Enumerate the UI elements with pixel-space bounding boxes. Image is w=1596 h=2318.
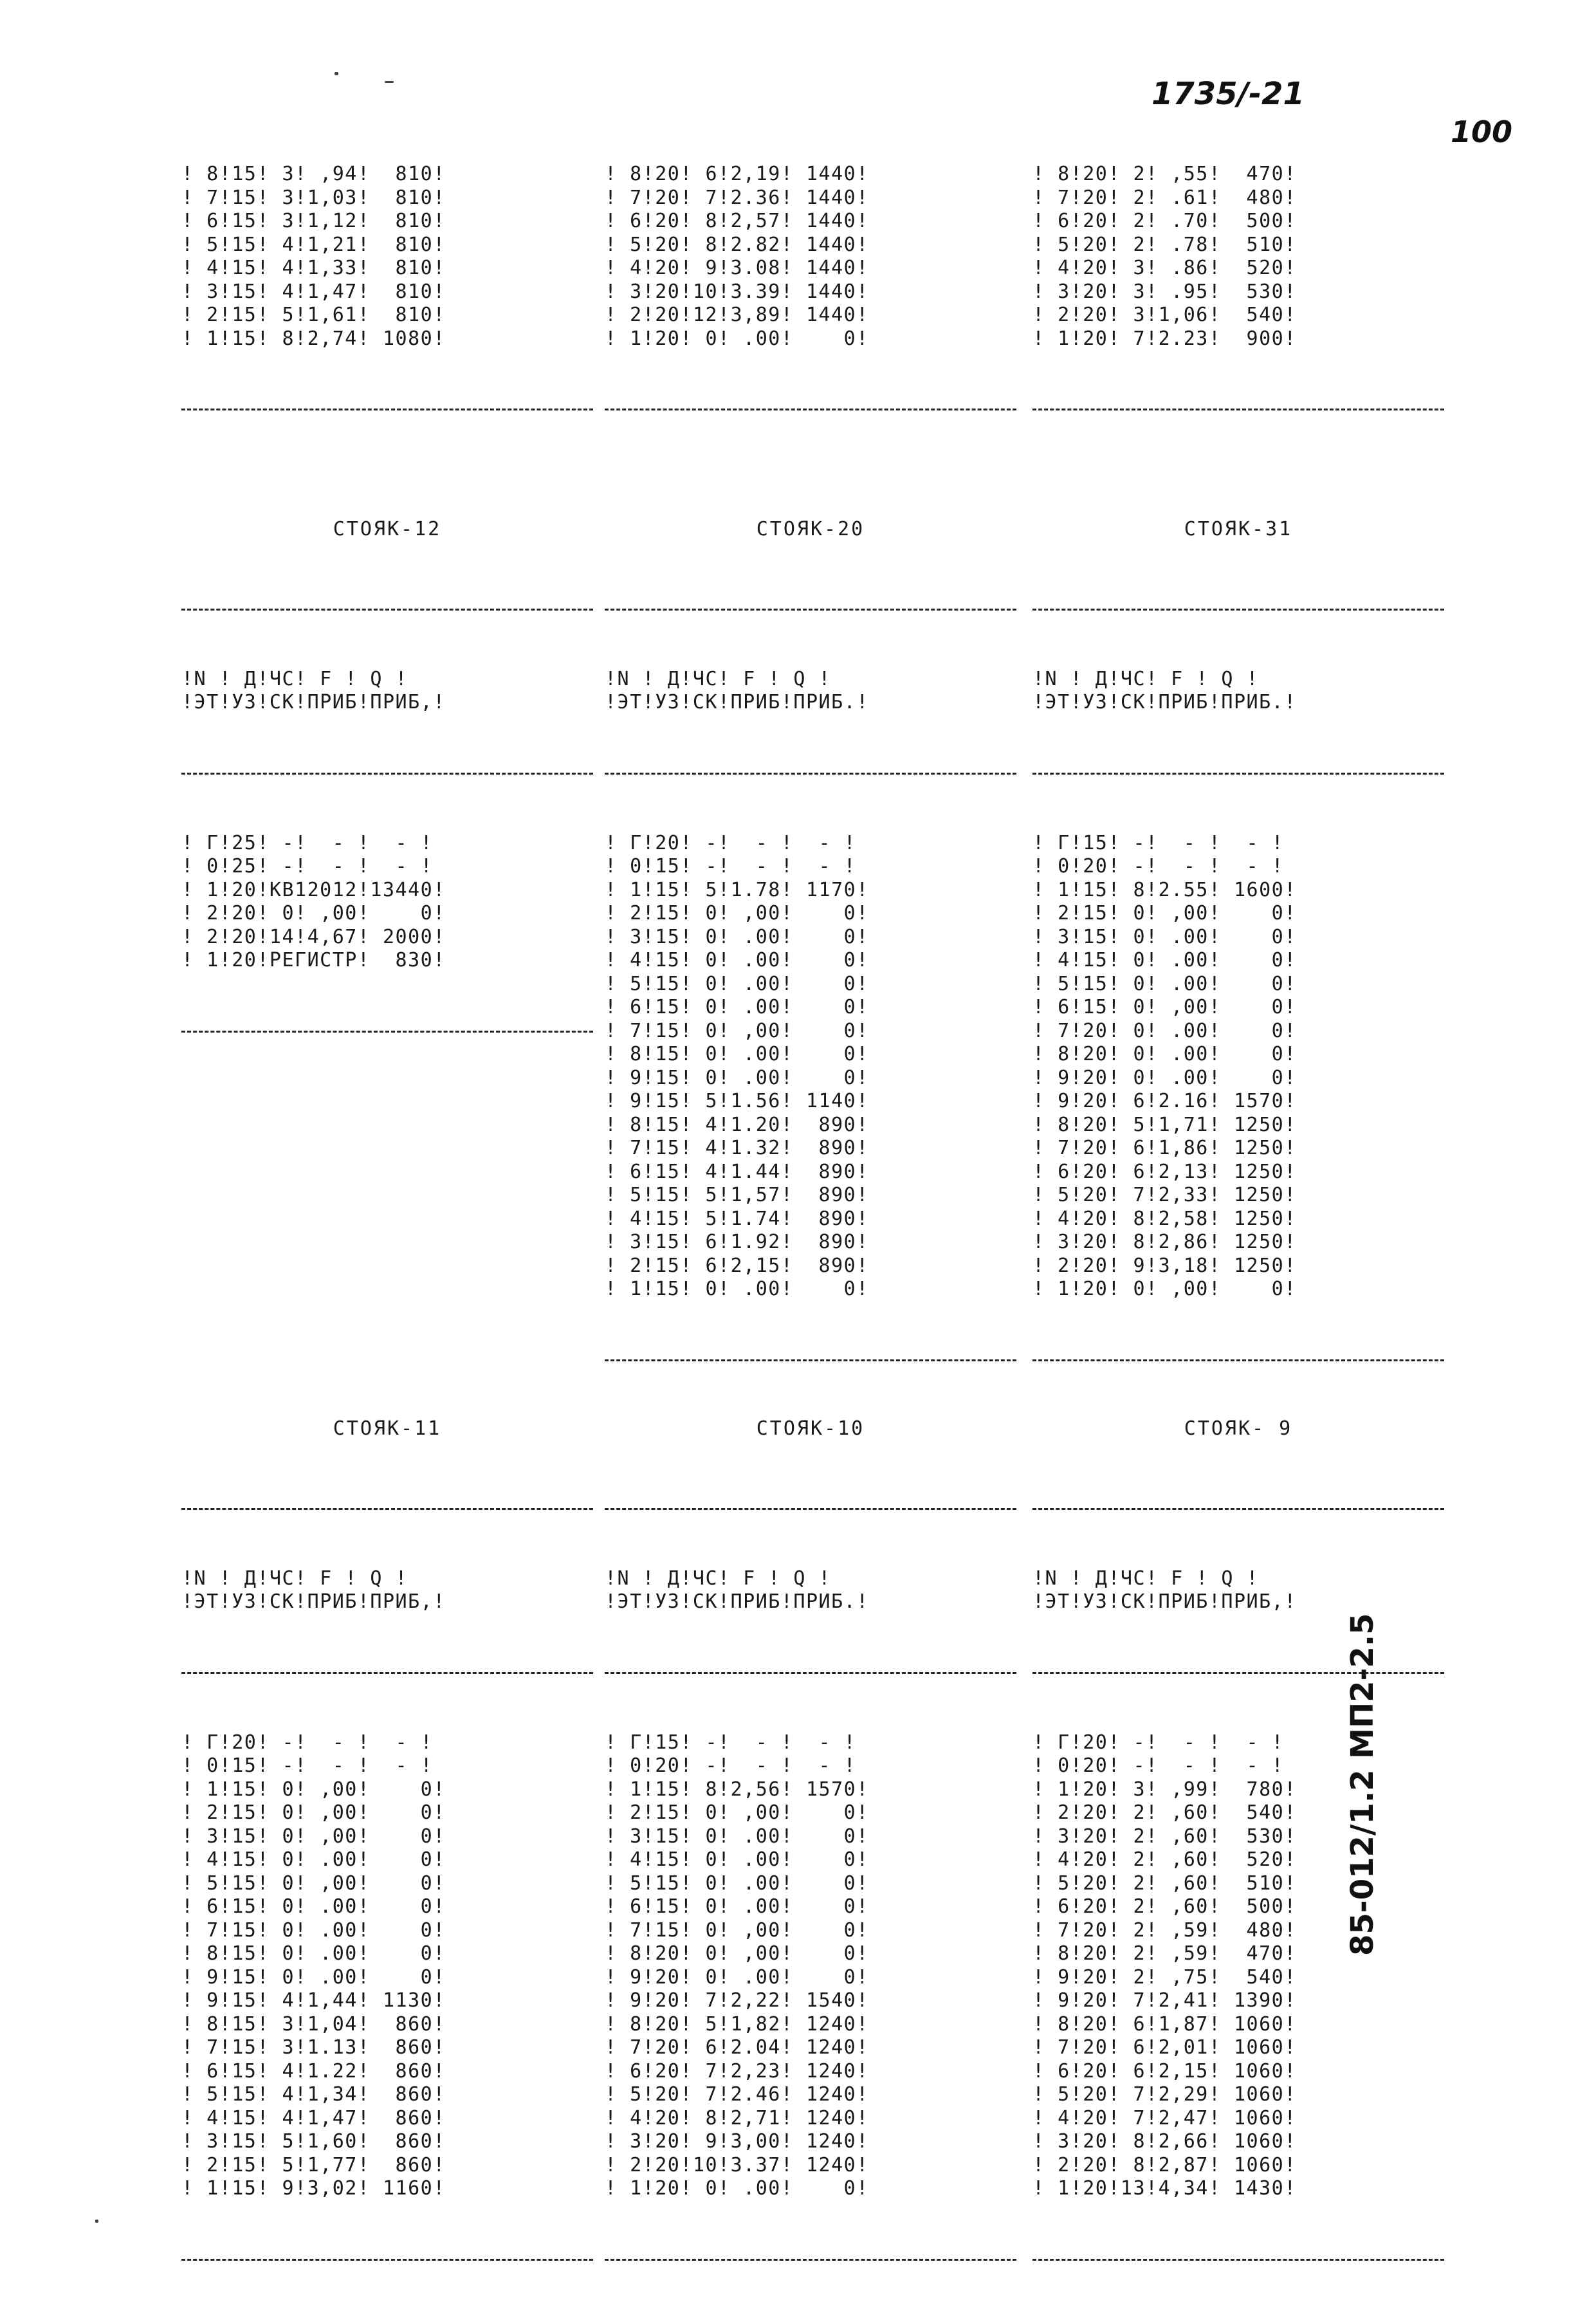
table-row: ! 1!15! 0! ,00! 0! (181, 1778, 446, 1801)
table-title: СТОЯК-11 (333, 1417, 442, 1440)
table-row: ! 2!15! 5!1,61! 810! (181, 304, 446, 326)
bottom-rule (605, 398, 1016, 421)
table-row: ! 9!20! 0! .00! 0! (1032, 1066, 1297, 1089)
table-row: ! 8!15! 3!1,04! 860! (181, 2012, 446, 2036)
table-header (605, 1567, 1016, 1614)
table-row: ! 4!20! 8!2,71! 1240! (605, 2106, 869, 2129)
table-stoyak-12 (181, 471, 593, 1090)
table-row: ! 4!20! 9!3.08! 1440! (605, 257, 869, 279)
table-row: ! 5!20! 7!2,29! 1060! (1032, 2083, 1297, 2106)
table-row: ! 5!15! 0! ,00! 0! (181, 1872, 446, 1895)
table-row: ! 7!20! 0! .00! 0! (1032, 1019, 1297, 1042)
table-row: ! 4!15! 4!1,33! 810! (181, 257, 446, 279)
scan-speck (335, 72, 338, 75)
table-row: ! 8!20! 2! ,55! 470! (1032, 163, 1297, 185)
table-row: ! 9!15! 0! .00! 0! (181, 1965, 446, 1989)
table-body (181, 1731, 593, 2201)
table-row: ! 9!20! 0! .00! 0! (605, 1965, 869, 1989)
bottom-rule (605, 1348, 1016, 1372)
table-row: ! 8!15! 3! ,94! 810! (181, 163, 446, 185)
table-row: ! 2!15! 5!1,77! 860! (181, 2153, 446, 2176)
table-row: ! 5!20! 7!2.46! 1240! (605, 2083, 869, 2106)
table-title: СТОЯК-10 (756, 1417, 865, 1440)
table-row: ! 6!15! 0! .00! 0! (605, 996, 869, 1018)
table-row: ! 2!15! 0! ,00! 0! (605, 1801, 869, 1824)
table-row: ! 3!15! 4!1,47! 810! (181, 280, 446, 303)
table-body (605, 1731, 1016, 2201)
header-line: !N ! Д!ЧС! F ! Q ! (605, 667, 832, 690)
table-row: ! 2!20!14!4,67! 2000! (181, 925, 446, 948)
table-stoyak-11 (181, 1370, 593, 2318)
table-row: ! 2!15! 0! ,00! 0! (181, 1801, 446, 1824)
table-row: ! 0!20! -! - ! - ! (1032, 855, 1285, 878)
table-title: СТОЯК-31 (1184, 518, 1293, 540)
top-rule (1032, 598, 1444, 621)
table-stoyak-31 (1032, 471, 1444, 1419)
header-rule (181, 762, 593, 785)
table-row: ! 1!20! 0! ,00! 0! (1032, 1278, 1297, 1300)
table-row: ! 3!20! 9!3,00! 1240! (605, 2130, 869, 2153)
table-row: ! 1!15! 8!2.55! 1600! (1032, 878, 1297, 901)
table-row: ! 6!15! 0! .00! 0! (605, 1895, 869, 1918)
table-row: ! 4!20! 8!2,58! 1250! (1032, 1207, 1297, 1230)
table-row: ! 2!20!12!3,89! 1440! (605, 304, 869, 326)
table-row: ! 5!15! 0! .00! 0! (605, 972, 869, 995)
top-rule (605, 1497, 1016, 1520)
header-line: !ЭТ!УЗ!СК!ПРИБ!ПРИБ,! (1032, 1590, 1297, 1613)
table-row: ! 9!20! 7!2,22! 1540! (605, 1989, 869, 2012)
table-row: ! 5!15! 0! .00! 0! (1032, 972, 1297, 995)
table-row: ! 6!20! 8!2,57! 1440! (605, 210, 869, 232)
table-row: ! 1!20!13!4,34! 1430! (1032, 2177, 1297, 2200)
table-row: ! 2!20!10!3.37! 1240! (605, 2153, 869, 2176)
table-body (1032, 832, 1444, 1302)
table-row: ! 2!20! 8!2,87! 1060! (1032, 2153, 1297, 2176)
bottom-rule (181, 398, 593, 421)
table-row: ! 6!15! 3!1,12! 810! (181, 210, 446, 232)
table-row: ! 3!15! 0! .00! 0! (605, 925, 869, 948)
handwritten-doc-code: 85-012/1.2 МП2-2.5 (1344, 1613, 1380, 1956)
table-stoyak-10 (605, 1370, 1016, 2318)
bottom-rule (605, 2248, 1016, 2271)
header-line: !N ! Д!ЧС! F ! Q ! (1032, 667, 1260, 690)
table-row: ! 3!20!10!3.39! 1440! (605, 280, 869, 303)
header-line: !N ! Д!ЧС! F ! Q ! (1032, 1567, 1260, 1590)
table-row: ! 3!15! 5!1,60! 860! (181, 2130, 446, 2153)
table-row: ! 6!15! 0! ,00! 0! (1032, 996, 1297, 1018)
table-row: ! 5!15! 4!1,21! 810! (181, 233, 446, 256)
bottom-rule (1032, 398, 1444, 421)
table-row: ! 6!15! 4!1.22! 860! (181, 2059, 446, 2083)
scan-speck (95, 2220, 98, 2223)
table-row: ! 3!15! 0! .00! 0! (1032, 925, 1297, 948)
table-row: ! 1!20!КВ12012!13440! (181, 878, 446, 901)
table-continued-right (1032, 116, 1444, 468)
bottom-rule (181, 1020, 593, 1043)
table-row: ! 4!15! 0! .00! 0! (181, 1848, 446, 1871)
table-row: ! 5!20! 8!2.82! 1440! (605, 233, 869, 256)
table-row: ! 1!20!РЕГИСТР! 830! (181, 949, 446, 971)
table-row: ! 3!15! 0! .00! 0! (605, 1825, 869, 1848)
table-row: ! 3!20! 8!2,66! 1060! (1032, 2130, 1297, 2153)
table-continued-left (181, 116, 593, 468)
table-body (181, 163, 593, 351)
table-row: ! 1!15! 0! .00! 0! (605, 1278, 869, 1300)
table-row: ! 5!15! 4!1,34! 860! (181, 2083, 446, 2106)
table-row: ! 2!20! 2! ,60! 540! (1032, 1801, 1297, 1824)
table-row: ! 6!15! 0! .00! 0! (181, 1895, 446, 1918)
table-row: ! 8!20! 0! ,00! 0! (605, 1942, 869, 1965)
table-header (605, 668, 1016, 715)
table-continued-middle (605, 116, 1016, 468)
table-row: ! 1!15! 8!2,74! 1080! (181, 327, 446, 350)
table-row: ! 7!15! 4!1.32! 890! (605, 1137, 869, 1159)
header-line: !N ! Д!ЧС! F ! Q ! (181, 1567, 408, 1590)
table-row: ! 6!15! 4!1.44! 890! (605, 1160, 869, 1183)
table-row: ! 0!15! -! - ! - ! (181, 1754, 434, 1777)
table-row: ! 9!20! 7!2,41! 1390! (1032, 1989, 1297, 2012)
bottom-rule (181, 2248, 593, 2271)
header-line: !N ! Д!ЧС! F ! Q ! (181, 667, 408, 690)
table-body (181, 832, 593, 973)
table-row: ! 7!15! 0! .00! 0! (181, 1918, 446, 1942)
table-row: ! 6!20! 6!2,15! 1060! (1032, 2059, 1297, 2083)
table-row: ! Г!15! -! - ! - ! (605, 1731, 857, 1754)
table-body (1032, 163, 1444, 351)
table-row: ! 8!20! 6!2,19! 1440! (605, 163, 869, 185)
table-body (605, 832, 1016, 1302)
table-row: ! 8!15! 0! .00! 0! (181, 1942, 446, 1965)
table-row: ! 8!20! 0! .00! 0! (1032, 1043, 1297, 1065)
table-row: ! Г!20! -! - ! - ! (1032, 1731, 1285, 1754)
table-row: ! Г!20! -! - ! - ! (181, 1731, 434, 1754)
table-row: ! 4!20! 2! ,60! 520! (1032, 1848, 1297, 1871)
table-row: ! 1!15! 9!3,02! 1160! (181, 2177, 446, 2200)
table-row: ! 4!15! 0! .00! 0! (605, 1848, 869, 1871)
table-row: ! Г!15! -! - ! - ! (1032, 831, 1285, 854)
table-row: ! 3!20! 8!2,86! 1250! (1032, 1231, 1297, 1253)
top-rule (605, 598, 1016, 621)
scan-speck (385, 81, 394, 83)
table-row: ! 8!20! 6!1,87! 1060! (1032, 2012, 1297, 2036)
table-row: ! 2!15! 0! ,00! 0! (1032, 902, 1297, 924)
table-row: ! 1!20! 0! .00! 0! (605, 327, 869, 350)
table-body (1032, 1731, 1444, 2201)
handwritten-page-number: 100 (1451, 115, 1513, 149)
table-row: ! 7!20! 2! .61! 480! (1032, 186, 1297, 209)
header-line: !N ! Д!ЧС! F ! Q ! (605, 1567, 832, 1590)
table-row: ! 7!20! 7!2.36! 1440! (605, 186, 869, 209)
table-row: ! 7!15! 0! ,00! 0! (605, 1918, 869, 1942)
table-row: ! 3!20! 3! .95! 530! (1032, 280, 1297, 303)
table-title: СТОЯК-12 (333, 518, 442, 540)
table-row: ! 0!25! -! - ! - ! (181, 855, 434, 878)
table-row: ! 0!20! -! - ! - ! (1032, 1754, 1285, 1777)
table-row: ! 5!20! 2! .78! 510! (1032, 233, 1297, 256)
table-row: ! 2!15! 0! ,00! 0! (605, 902, 869, 924)
table-row: ! 8!20! 5!1,71! 1250! (1032, 1113, 1297, 1136)
table-row: ! 5!20! 7!2,33! 1250! (1032, 1184, 1297, 1206)
table-row: ! 7!20! 2! ,59! 480! (1032, 1918, 1297, 1942)
table-row: ! 4!20! 7!2,47! 1060! (1032, 2106, 1297, 2129)
table-row: ! 8!20! 5!1,82! 1240! (605, 2012, 869, 2036)
table-stoyak-9 (1032, 1370, 1444, 2318)
header-line: !ЭТ!УЗ!СК!ПРИБ!ПРИБ.! (605, 1590, 869, 1613)
table-row: ! 2!20! 9!3,18! 1250! (1032, 1254, 1297, 1277)
table-row: ! 6!20! 2! ,60! 500! (1032, 1895, 1297, 1918)
table-row: ! 7!20! 6!2.04! 1240! (605, 2036, 869, 2059)
table-row: ! 1!20! 3! ,99! 780! (1032, 1778, 1297, 1801)
table-title: СТОЯК- 9 (1184, 1417, 1293, 1440)
table-row: ! 3!20! 2! ,60! 530! (1032, 1825, 1297, 1848)
table-row: ! 9!15! 4!1,44! 1130! (181, 1989, 446, 2012)
header-line: !ЭТ!УЗ!СК!ПРИБ!ПРИБ.! (1032, 691, 1297, 713)
header-rule (605, 1661, 1016, 1684)
header-rule (1032, 1661, 1444, 1684)
table-row: ! 5!15! 5!1,57! 890! (605, 1184, 869, 1206)
table-row: ! 1!20! 7!2.23! 900! (1032, 327, 1297, 350)
table-row: ! 7!20! 6!2,01! 1060! (1032, 2036, 1297, 2059)
table-row: ! 3!15! 0! ,00! 0! (181, 1825, 446, 1848)
table-row: ! 9!15! 5!1.56! 1140! (605, 1090, 869, 1112)
table-row: ! 8!15! 4!1.20! 890! (605, 1113, 869, 1136)
header-line: !ЭТ!УЗ!СК!ПРИБ!ПРИБ,! (181, 691, 446, 713)
table-row: ! 0!15! -! - ! - ! (605, 855, 857, 878)
table-stoyak-20 (605, 471, 1016, 1419)
table-row: ! 7!15! 3!1.13! 860! (181, 2036, 446, 2059)
handwritten-page-id: 1735/-21 (1151, 76, 1305, 112)
table-row: ! Г!20! -! - ! - ! (605, 831, 857, 854)
table-body (605, 163, 1016, 351)
top-rule (181, 598, 593, 621)
table-header (1032, 668, 1444, 715)
table-row: ! 4!15! 0! .00! 0! (605, 949, 869, 971)
header-rule (605, 762, 1016, 785)
table-row: ! 7!15! 3!1,03! 810! (181, 186, 446, 209)
table-row: ! 9!15! 0! .00! 0! (605, 1066, 869, 1089)
table-header (181, 668, 593, 715)
table-row: ! 7!15! 0! ,00! 0! (605, 1019, 869, 1042)
table-row: ! 5!15! 0! .00! 0! (605, 1872, 869, 1895)
table-row: ! 6!20! 7!2,23! 1240! (605, 2059, 869, 2083)
header-rule (1032, 762, 1444, 785)
bottom-rule (1032, 1348, 1444, 1372)
table-row: ! 0!20! -! - ! - ! (605, 1754, 857, 1777)
top-rule (1032, 1497, 1444, 1520)
header-line: !ЭТ!УЗ!СК!ПРИБ!ПРИБ.! (605, 691, 869, 713)
table-header (181, 1567, 593, 1614)
table-row: ! 1!15! 8!2,56! 1570! (605, 1778, 869, 1801)
table-row: ! 6!20! 2! .70! 500! (1032, 210, 1297, 232)
table-row: ! 4!20! 3! .86! 520! (1032, 257, 1297, 279)
table-row: ! 8!15! 0! .00! 0! (605, 1043, 869, 1065)
bottom-rule (1032, 2248, 1444, 2271)
table-row: ! 4!15! 0! .00! 0! (1032, 949, 1297, 971)
header-line: !ЭТ!УЗ!СК!ПРИБ!ПРИБ,! (181, 1590, 446, 1613)
table-row: ! 4!15! 4!1,47! 860! (181, 2106, 446, 2129)
table-row: ! 8!20! 2! ,59! 470! (1032, 1942, 1297, 1965)
table-row: ! 2!20! 3!1,06! 540! (1032, 304, 1297, 326)
table-row: ! 1!20! 0! .00! 0! (605, 2177, 869, 2200)
top-rule (181, 1497, 593, 1520)
table-header (1032, 1567, 1444, 1614)
table-row: ! 4!15! 5!1.74! 890! (605, 1207, 869, 1230)
table-title: СТОЯК-20 (756, 518, 865, 540)
table-row: ! 2!15! 6!2,15! 890! (605, 1254, 869, 1277)
table-row: ! 7!20! 6!1,86! 1250! (1032, 1137, 1297, 1159)
table-row: ! 2!20! 0! ,00! 0! (181, 902, 446, 924)
table-row: ! 9!20! 6!2.16! 1570! (1032, 1090, 1297, 1112)
table-row: ! 6!20! 6!2,13! 1250! (1032, 1160, 1297, 1183)
table-row: ! 5!20! 2! ,60! 510! (1032, 1872, 1297, 1895)
table-row: ! 9!20! 2! ,75! 540! (1032, 1965, 1297, 1989)
table-row: ! Г!25! -! - ! - ! (181, 831, 434, 854)
table-row: ! 1!15! 5!1.78! 1170! (605, 878, 869, 901)
header-rule (181, 1661, 593, 1684)
table-row: ! 3!15! 6!1.92! 890! (605, 1231, 869, 1253)
